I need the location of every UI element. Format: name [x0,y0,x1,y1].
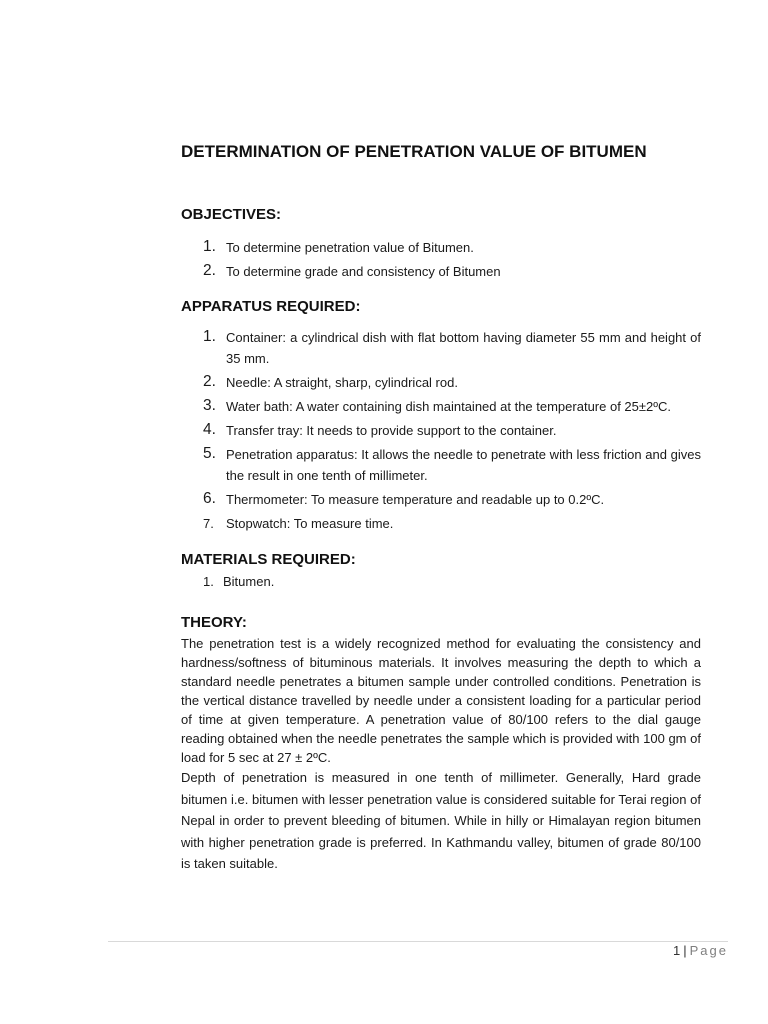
list-item [181,372,701,393]
list-item-text: Water bath: A water containing dish maintained at the temperature of 25±2ºC. [226,399,671,414]
list-number: 5. [203,445,216,462]
materials-list [181,571,701,592]
list-item-text: Stopwatch: To measure time. [226,516,394,531]
objectives-heading: OBJECTIVES: [181,206,282,223]
list-item-text: Container: a cylindrical dish with flat bottom having diameter 55 mm and height of 35 mm. [226,330,701,366]
apparatus-list [181,327,701,534]
document-title: DETERMINATION OF PENETRATION VALUE OF BITUMEN [181,142,647,161]
list-item-text: To determine penetration value of Bitumen. [226,240,474,255]
list-item [181,327,701,369]
list-item [181,237,701,258]
list-number: 1. [203,574,214,589]
theory-paragraph-1: The penetration test is a widely recognized method for evaluating the consistency and hardness/softness of bituminous materials. It involves measuring the depth to which a standard needle penetrates a bitumen sample under controlled conditions. Penetration is the vertical distance travelled by needle under a consistent loading for a particular period of time at given temperature. A penetration value of 80/100 refers to the dial gauge reading obtained when the needle penetrates the sample which is provided with 100 gm of load for 5 sec at 27 ± 2ºC. [181,636,701,765]
list-number: 7. [203,516,214,531]
theory-heading: THEORY: [181,614,247,631]
list-number: 1. [203,238,216,255]
list-item [181,396,701,417]
list-item [181,444,701,486]
list-item-text: Transfer tray: It needs to provide support to the container. [226,423,557,438]
list-item-text: To determine grade and consistency of Bitumen [226,264,501,279]
apparatus-heading: APPARATUS REQUIRED: [181,298,361,315]
theory-paragraph-2: Depth of penetration is measured in one tenth of millimeter. Generally, Hard grade bitumen i.e. bitumen with lesser penetration value is considered suitable for Terai region of Nepal in order to prevent bleeding of bitumen. While in hilly or Himalayan region bitumen with higher penetration grade is preferred. In Kathmandu valley, bitumen of grade 80/100 is taken suitable. [181,770,701,871]
footer-separator: | [683,943,687,958]
list-item-text: Thermometer: To measure temperature and readable up to 0.2ºC. [226,492,605,507]
list-number: 1. [203,328,216,345]
materials-heading: MATERIALS REQUIRED: [181,551,356,568]
footer-divider [108,941,728,942]
list-item-text: Penetration apparatus: It allows the needle to penetrate with less friction and gives the result in one tenth of millimeter. [226,447,701,483]
list-item [181,489,701,510]
list-item [181,571,701,592]
list-number: 3. [203,397,216,414]
page-label: Page [689,943,728,958]
objectives-list [181,237,701,282]
list-number: 2. [203,373,216,390]
list-item [181,513,701,534]
list-item [181,420,701,441]
list-number: 4. [203,421,216,438]
document-body [181,142,701,875]
page-number: 1 [673,943,681,958]
list-number: 6. [203,490,216,507]
list-item [181,261,701,282]
list-number: 2. [203,262,216,279]
page-footer [673,943,728,958]
list-item-text: Needle: A straight, sharp, cylindrical rod. [226,375,458,390]
list-item-text: Bitumen. [223,574,275,589]
